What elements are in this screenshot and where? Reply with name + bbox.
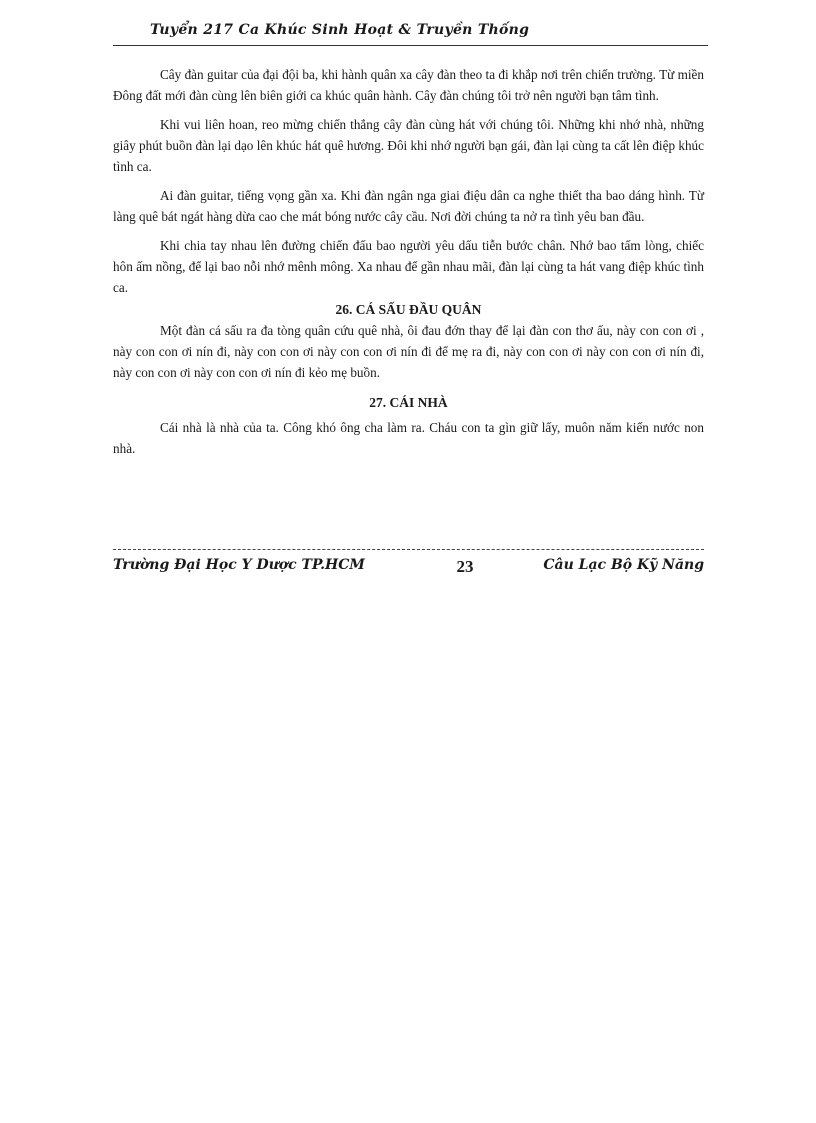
footer-left-text: Trường Đại Học Y Dược TP.HCM xyxy=(113,557,365,573)
paragraph: Khi vui liên hoan, reo mừng chiến thắng cây đàn cùng hát với chúng tôi. Những khi nhớ nhà, những giây phút buồn đàn lại dạo lên khúc hát quê hương. Đôi khi nhớ người bạn gái, đàn lại cùng ta cất lên điệp khúc tình ca. xyxy=(113,117,704,174)
footer-right-text: Câu Lạc Bộ Kỹ Năng xyxy=(543,557,704,573)
paragraph: Ai đàn guitar, tiếng vọng gần xa. Khi đàn ngân nga giai điệu dân ca nghe thiết tha bao dáng hình. Từ làng quê bát ngát hàng dừa cao che mát bóng nước cây cầu. Nơi đời chúng ta nở ra tình yêu ban đầu. xyxy=(113,188,704,224)
song-heading: 26. CÁ SẤU ĐẦU QUÂN xyxy=(335,302,482,317)
header-title: Tuyển 217 Ca Khúc Sinh Hoạt & Truyền Thống xyxy=(150,22,530,38)
paragraph: Cây đàn guitar của đại đội ba, khi hành quân xa cây đàn theo ta đi khắp nơi trên chiến trường. Từ miền Đông đất mới đàn cùng lên biên giới ca khúc quân hành. Cây đàn chúng tôi trở nên người bạn tâm tình. xyxy=(113,67,704,103)
header-rule xyxy=(113,45,708,46)
paragraph: Khi chia tay nhau lên đường chiến đấu bao người yêu dấu tiễn bước chân. Nhớ bao tấm lòng, chiếc hôn ấm nồng, để lại bao nỗi nhớ mênh mông. Xa nhau để gần nhau mãi, đàn lại cùng ta hát vang điệp khúc tình ca. xyxy=(113,238,704,295)
page-number: 23 xyxy=(456,557,474,576)
paragraph: Cái nhà là nhà của ta. Công khó ông cha làm ra. Cháu con ta gìn giữ lấy, muôn năm kiến nước non nhà. xyxy=(113,420,704,456)
song-heading: 27. CÁI NHÀ xyxy=(369,395,448,410)
footer-rule xyxy=(113,549,704,550)
page-content xyxy=(113,64,704,467)
paragraph: Một đàn cá sấu ra đa tòng quân cứu quê nhà, ôi đau đớn thay để lại đàn con thơ ấu, này con con ơi , này con con ơi nín đi, này con con ơi này con con ơi nín đi để mẹ ra đi, này con con ơi này con con ơi nín đi, này con con ơi này con con ơi nín đi kẻo mẹ buồn. xyxy=(113,323,704,380)
